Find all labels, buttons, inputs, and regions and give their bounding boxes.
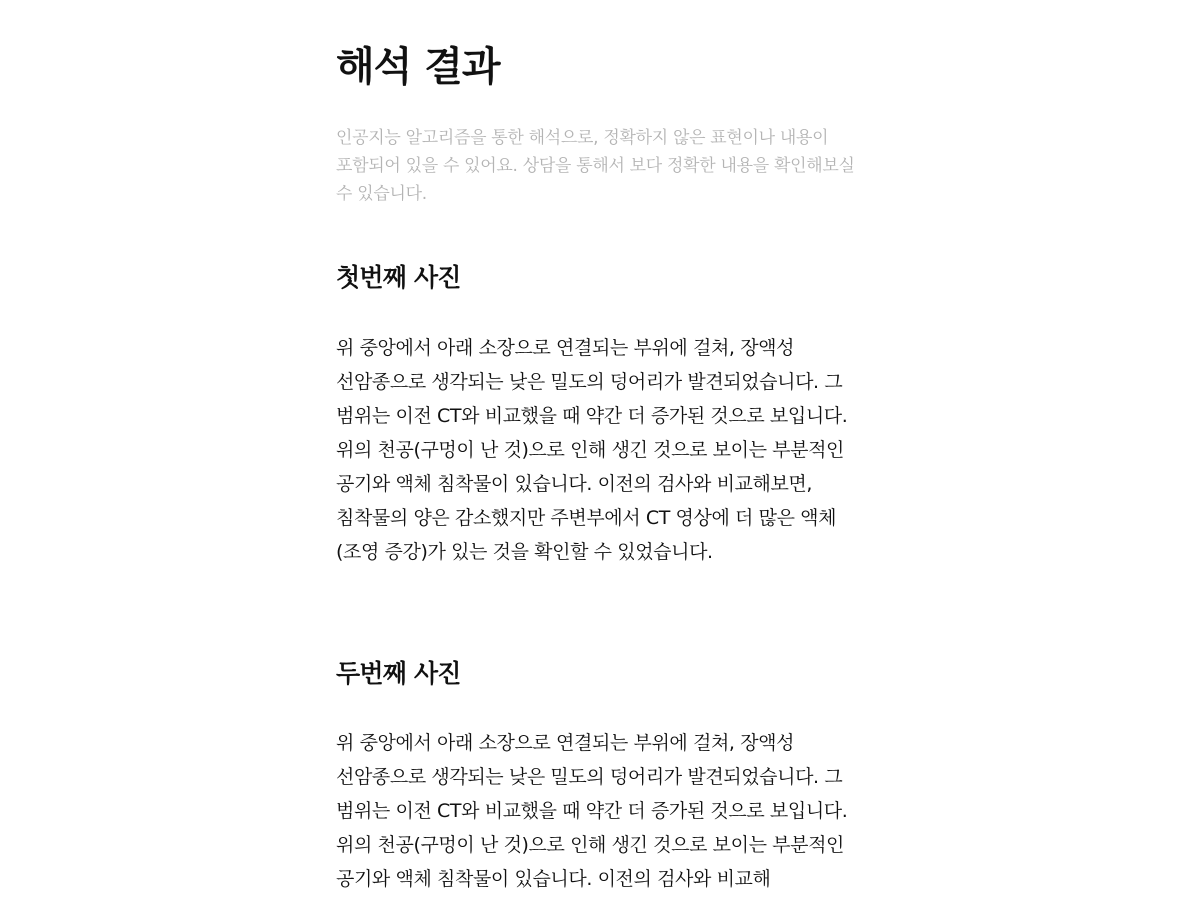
section-body: 위 중앙에서 아래 소장으로 연결되는 부위에 걸쳐, 장액성 선암종으로 생각되는 낮은 밀도의 덩어리가 발견되었습니다. 그 범위는 이전 CT와 비교했을 때 약간 더 증가된 것으로 보입니다. 위의 천공(구멍이 난 것)으로 인해 생긴 것으로 보이는 부분적인 공기와 액체 침착물이 있습니다. 이전의 검사와 비교해보면, 침착물의 양은 감소했지만 주변부에서 CT 영상에 더 많은 액체(조영 증강)가 있는 것을 확인할 수 있었습니다. [336,337,848,563]
section-title: 첫번째 사진 [336,263,461,292]
section-body: 위 중앙에서 아래 소장으로 연결되는 부위에 걸쳐, 장액성 선암종으로 생각되는 낮은 밀도의 덩어리가 발견되었습니다. 그 범위는 이전 CT와 비교했을 때 약간 더 증가된 것으로 보입니다. 위의 천공(구멍이 난 것)으로 인해 생긴 것으로 보이는 부분적인 공기와 액체 침착물이 있습니다. 이전의 검사와 비교해 [336,732,848,890]
page-title: 해석 결과 [336,44,500,90]
section-title: 두번째 사진 [336,659,461,688]
ai-disclaimer: 인공지능 알고리즘을 통한 해석으로, 정확하지 않은 표현이나 내용이 포함되어 있을 수 있어요. 상담을 통해서 보다 정확한 내용을 확인해보실 수 있습니다. [336,128,855,204]
